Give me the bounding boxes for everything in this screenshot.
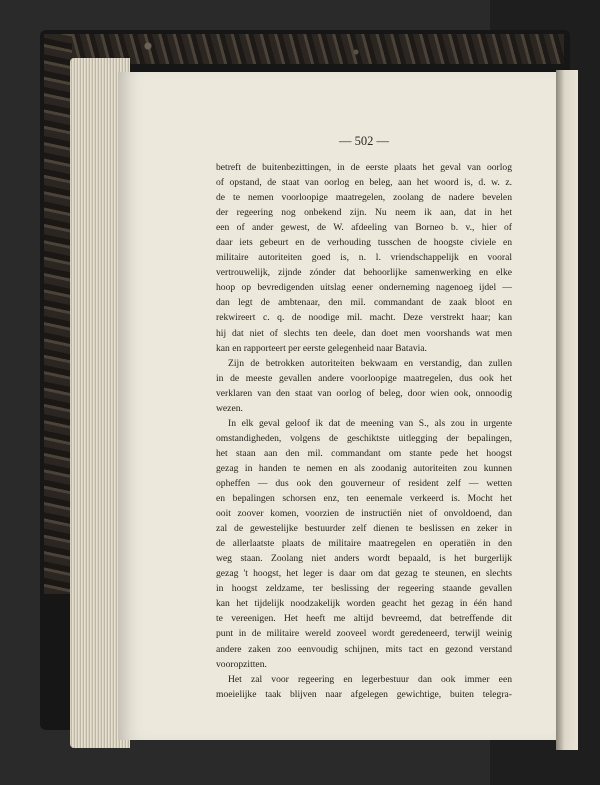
text-line: ooit zoover komen, voorzien de instructiën niet of onvoldoend, dan bbox=[216, 508, 512, 520]
text-line: Het zal voor regeering en legerbestuur dan ook immer een bbox=[228, 673, 512, 685]
text-line: militaire autoriteiten goed is, n. l. vriendschappelijk en vooral bbox=[216, 252, 512, 264]
facing-page-edge bbox=[556, 70, 578, 750]
text-line: kan het tijdelijk noodzakelijk worden geacht het gezag in één hand bbox=[216, 598, 512, 610]
text-line: weg staan. Zoolang niet anders wordt bepaald, is het burgerlijk bbox=[216, 553, 512, 565]
text-line: of opstand, de staat van oorlog en beleg, aan het woord is, d. w. z. bbox=[216, 177, 512, 189]
text-line: rekwireert c. q. de noodige mil. macht. Deze verstrekt haar; kan bbox=[216, 312, 512, 324]
text-line: opheffen — dus ook den gouverneur of resident zelf — wetten bbox=[216, 477, 512, 489]
text-line: de te nemen voorloopige maatregelen, zoolang de nadere bevelen bbox=[216, 192, 512, 204]
text-line: andere zaken zoo eenvoudig schijnen, mits tact en gezond verstand bbox=[216, 643, 512, 655]
body-text bbox=[216, 160, 512, 702]
text-line: in hoogst zeldzame, ter beslissing der regeering staande gevallen bbox=[216, 583, 512, 595]
marbled-board-left bbox=[44, 34, 72, 594]
text-line: omstandigheden, volgens de geschiktste uitlegging der bepalingen, bbox=[216, 432, 512, 444]
text-line: wezen. bbox=[216, 402, 243, 414]
text-line: te vereenigen. Het heeft me altijd bevreemd, dat betreffende dit bbox=[216, 613, 512, 625]
text-line: betreft de buitenbezittingen, in de eerste plaats het geval van oorlog bbox=[216, 162, 512, 173]
text-line: daar iets gebeurt en de verhouding tusschen de hoogste civiele en bbox=[216, 237, 512, 249]
text-line: dan legt de ambtenaar, den mil. commandant de zaak bloot en bbox=[216, 297, 512, 309]
text-line: zal de gewestelijke bestuurder zelf dienen te beslissen en zeker in bbox=[216, 523, 512, 535]
text-line: het staan aan den mil. commandant om stante pede het hoogst bbox=[216, 447, 512, 459]
text-line: verklaren van den staat van oorlog of beleg, door wien ook, onnoodig bbox=[216, 387, 512, 399]
text-line: vertrouwelijk, zijnde zónder dat behoorlijke samenwerking en elke bbox=[216, 267, 512, 279]
text-line: der regeering nog onbekend zijn. Nu neem ik aan, dat in het bbox=[216, 207, 512, 219]
text-line: moeielijke taak blijven naar afgelegen gewichtige, buiten telegra- bbox=[216, 688, 512, 700]
text-line: vooropzitten. bbox=[216, 658, 267, 670]
text-line: kan en rapporteert per eerste gelegenheid naar Batavia. bbox=[216, 342, 427, 354]
text-line: gezag in handen te nemen en als zoodanig autoriteiten zou kunnen bbox=[216, 462, 512, 474]
page-number: — 502 — bbox=[339, 134, 389, 148]
text-line: punt in de militaire wereld zooveel wordt geredeneerd, terwijl weinig bbox=[216, 628, 512, 640]
text-line: in de meeste gevallen andere voorloopige maatregelen, dus ook het bbox=[216, 372, 512, 384]
text-line: Zijn de betrokken autoriteiten bekwaam en verstandig, dan zullen bbox=[228, 357, 512, 369]
text-line: de allerlaatste plaats de militaire maatregelen en operatiën in den bbox=[216, 538, 512, 550]
text-line: hoop op bevredigenden uitslag eener onderneming nagenoeg ijdel — bbox=[216, 282, 512, 294]
text-line: een of ander gewest, de W. afdeeling van Borneo b. v., hier of bbox=[216, 222, 512, 234]
text-line: hij dat niet of slechts ten deele, dan doet men voorshands wat men bbox=[216, 327, 512, 339]
text-line: In elk geval geloof ik dat de meening van S., als zou in urgente bbox=[228, 417, 512, 429]
text-line: gezag 't hoogst, het leger is daar om dat gezag te steunen, en slechts bbox=[216, 568, 512, 580]
text-line: en bepalingen schorsen enz, ten eenemale verkeerd is. Mocht het bbox=[216, 493, 512, 505]
